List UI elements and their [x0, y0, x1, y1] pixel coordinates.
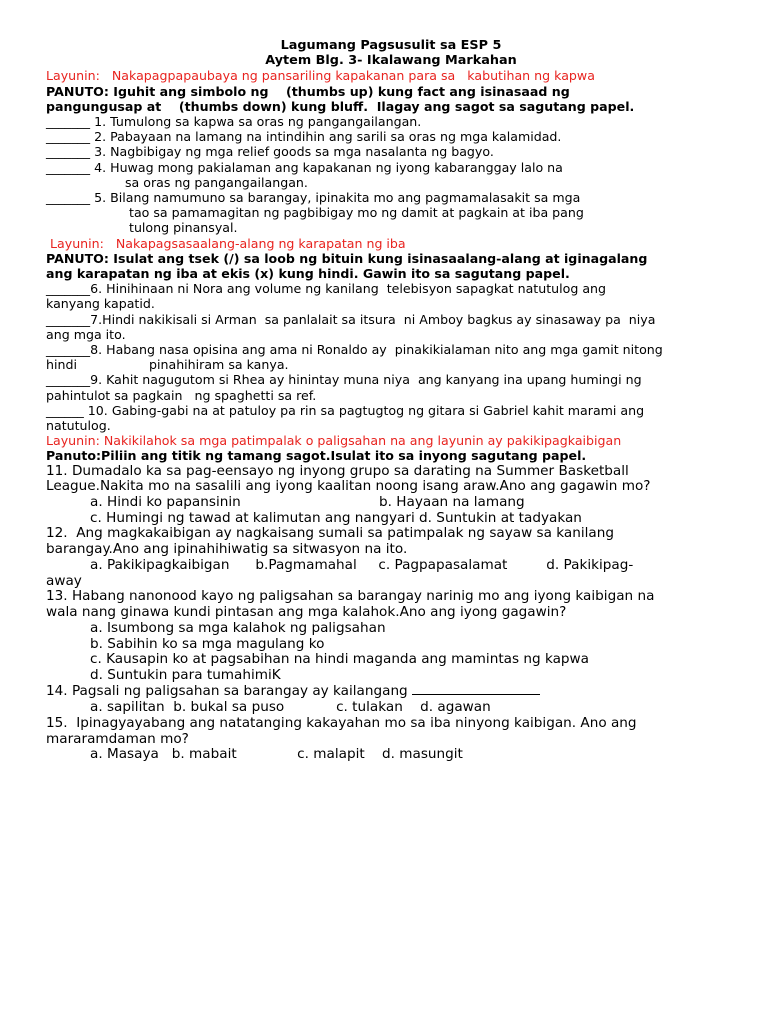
question-14-text: 14. Pagsali ng paligsahan sa barangay ay kailangang [46, 683, 413, 700]
section2-item-9-cont: pahintulot sa pagkain ng spaghetti sa ref. [46, 387, 317, 403]
question-11: 11. Dumadalo ka sa pag-eensayo ng inyong grupo sa darating na Summer Basketball [46, 462, 629, 479]
question-13-option-b: b. Sabihin ko sa mga magulang ko [90, 635, 325, 652]
section3-objective: Layunin: Nakikilahok sa mga patimpalak o paligsahan na ang layunin ay pakikipagkaibigan [46, 433, 622, 449]
question-15: 15. Ipinagyayabang ang natatanging kakayahan mo sa iba ninyong kaibigan. Ano ang [46, 714, 637, 731]
section1-item-1: _______ 1. Tumulong sa kapwa sa oras ng pangangailangan. [46, 114, 422, 130]
section2-item-10: ______ 10. Gabing-gabi na at patuloy pa rin sa pagtugtog ng gitara si Gabriel kahit marami ang [46, 402, 645, 418]
section2-item-6: _______6. Hinihinaan ni Nora ang volume ng kanilang telebisyon sapagkat natutulog ang [46, 281, 607, 297]
section2-instruction-line2: ang karapatan ng iba at ekis (x) kung hindi. Gawin ito sa sagutang papel. [46, 266, 570, 282]
section1-item-5: _______ 5. Bilang namumuno sa barangay, ipinakita mo ang pagmamalasakit sa mga [46, 190, 581, 206]
section2-item-8-cont: hindi pinahihiram sa kanya. [46, 357, 289, 373]
section2-item-7-cont: ang mga ito. [46, 326, 126, 342]
section2-item-7: _______7.Hindi nakikisali si Arman sa panlalait sa itsura ni Amboy bagkus ay sinasaway pa niya [46, 311, 656, 327]
section1-item-4: _______ 4. Huwag mong pakialaman ang kapakanan ng iyong kabaranggay lalo na [46, 159, 563, 175]
question-12-cont: barangay.Ano ang ipinahihiwatig sa sitwasyon na ito. [46, 541, 408, 558]
question-12: 12. Ang magkakaibigan ay nagkaisang sumali sa patimpalak ng sayaw sa kanilang [46, 525, 614, 542]
section2-item-8: _______8. Habang nasa opisina ang ama ni Ronaldo ay pinakikialaman nito ang mga gamit nitong [46, 342, 663, 358]
section1-item-5-cont: tao sa pamamagitan ng pagbibigay mo ng damit at pagkain at iba pang [129, 205, 584, 221]
worksheet-content [46, 38, 736, 763]
question-14 [46, 683, 736, 700]
section1-instruction-line2: pangungusap at (thumbs down) kung bluff. Ilagay ang sagot sa sagutang papel. [46, 98, 635, 114]
section1-item-4-cont: sa oras ng pangangailangan. [125, 174, 308, 190]
question-12-options-cont: away [46, 572, 82, 589]
section2-item-10-cont: natutulog. [46, 418, 111, 434]
question-11-options-cd: c. Humingi ng tawad at kalimutan ang nangyari d. Suntukin at tadyakan [90, 509, 582, 526]
section1-item-2: _______ 2. Pabayaan na lamang na intindihin ang sarili sa oras ng mga kalamidad. [46, 129, 562, 145]
question-14-options: a. sapilitan b. bukal sa puso c. tulakan d. agawan [90, 699, 491, 716]
section2-objective: Layunin: Nakapagsasaalang-alang ng karapatan ng iba [46, 235, 406, 251]
answer-blank [412, 683, 540, 695]
section2-item-9: _______9. Kahit nagugutom si Rhea ay hinintay muna niya ang kanyang ina upang humingi ng [46, 372, 642, 388]
section1-item-3: _______ 3. Nagbibigay ng mga relief goods sa mga nasalanta ng bagyo. [46, 144, 494, 160]
section1-instruction-line1: PANUTO: Iguhit ang simbolo ng (thumbs up) kung fact ang isinasaad ng [46, 83, 570, 99]
document-title: Lagumang Pagsusulit sa ESP 5 [280, 38, 502, 53]
question-12-options: a. Pakikipagkaibigan b.Pagmamahal c. Pagpapasalamat d. Pakikipag- [90, 557, 634, 574]
question-15-cont: mararamdaman mo? [46, 730, 189, 747]
section2-item-6-cont: kanyang kapatid. [46, 296, 155, 312]
section2-instruction-line1: PANUTO: Isulat ang tsek (/) sa loob ng bituin kung isinasaalang-alang at iginagalang [46, 250, 648, 266]
document-subtitle: Aytem Blg. 3- Ikalawang Markahan [265, 53, 517, 69]
section3-instruction: Panuto:Piliin ang titik ng tamang sagot.Isulat ito sa inyong sagutang papel. [46, 448, 587, 464]
question-13-option-d: d. Suntukin para tumahimiK [90, 666, 281, 683]
question-11-cont: League.Nakita mo na sasalili ang iyong kaalitan noong isang araw.Ano ang gagawin mo? [46, 478, 651, 495]
question-13-option-a: a. Isumbong sa mga kalahok ng paligsahan [90, 620, 386, 637]
question-15-options: a. Masaya b. mabait c. malapit d. masungit [90, 746, 463, 763]
question-13: 13. Habang nanonood kayo ng paligsahan sa barangay narinig mo ang iyong kaibigan na [46, 588, 655, 605]
section1-objective: Layunin: Nakapagpapaubaya ng pansariling kapakanan para sa kabutihan ng kapwa [46, 68, 595, 84]
question-13-cont: wala nang ginawa kundi pintasan ang mga kalahok.Ano ang iyong gagawin? [46, 604, 567, 621]
section1-item-5-cont2: tulong pinansyal. [129, 220, 238, 236]
question-11-options-ab: a. Hindi ko papansinin b. Hayaan na lamang [90, 494, 525, 511]
question-13-option-c: c. Kausapin ko at pagsabihan na hindi maganda ang mamintas ng kapwa [90, 651, 589, 668]
